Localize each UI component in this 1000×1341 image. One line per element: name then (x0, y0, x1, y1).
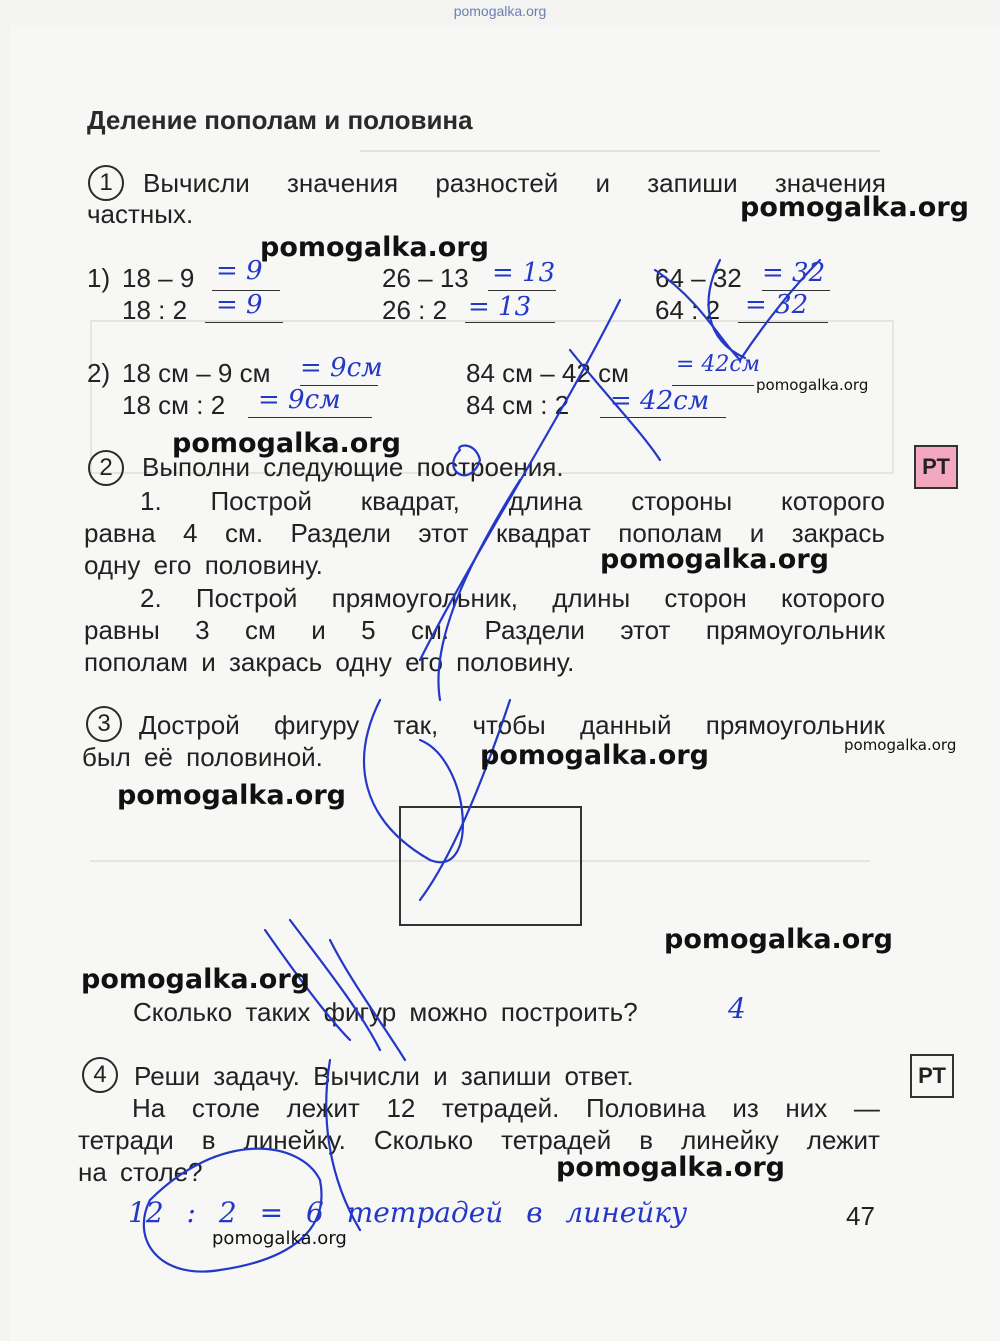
word: которого (781, 486, 885, 516)
word: равны (84, 615, 160, 645)
answer-line (205, 322, 283, 323)
answer-line (248, 417, 372, 418)
answer-line (600, 417, 726, 418)
watermark: pomogalka.org (664, 924, 893, 955)
word: 1. (140, 486, 162, 516)
rt-badge: РТ (910, 1054, 954, 1098)
word: 4 (183, 518, 198, 548)
word: фигуру (273, 710, 360, 740)
expr-1a: 18 – 9 (122, 263, 195, 293)
expr-3b: 64 : 2 (655, 295, 721, 325)
answer-1b: = 9 (216, 290, 263, 320)
word: см. (224, 518, 264, 548)
word: в (639, 1125, 654, 1155)
word: Половина (586, 1093, 706, 1123)
task4-line3: на столе? (78, 1157, 203, 1187)
word: линейку. (243, 1125, 346, 1155)
task3-number: 3 (86, 706, 122, 742)
word: столе (191, 1093, 261, 1123)
task1-number: 1 (88, 165, 124, 201)
watermark: pomogalka.org (844, 736, 957, 754)
word: этот (620, 615, 671, 645)
word: данный (579, 710, 672, 740)
answer-2b: = 13 (468, 292, 532, 322)
task2-p2-line3: пополам и закрась одну его половину. (84, 647, 575, 677)
task2-p1-line3: одну его половину. (84, 550, 323, 580)
task1-row2-label: 2) (87, 358, 111, 388)
word: пополам (618, 518, 723, 548)
word: так, (393, 710, 439, 740)
task2-p1-line1 (140, 485, 885, 517)
word: стороны (631, 486, 733, 516)
word: сторон (664, 583, 747, 613)
answer-2a: = 13 (492, 258, 556, 288)
word: тетрадей (501, 1125, 612, 1155)
word: закрась (791, 518, 885, 548)
watermark: pomogalka.org (740, 192, 969, 223)
word: Вычисли (143, 168, 250, 198)
answer-3b: = 32 (745, 290, 809, 320)
task2-p2-line2 (84, 614, 885, 646)
word: и (311, 615, 326, 645)
task4-heading: Реши задачу. Вычисли и запиши ответ. (134, 1061, 634, 1091)
word: равна (84, 518, 156, 548)
word: см. (411, 615, 450, 645)
expr-4b: 18 см : 2 (122, 390, 226, 420)
expr-5a: 84 см – 42 см (466, 358, 629, 388)
expr-1b: 18 : 2 (122, 295, 188, 325)
answer-line (738, 322, 828, 323)
task3-line1 (139, 709, 885, 741)
answer-line (488, 290, 556, 291)
site-header[interactable]: pomogalka.org (453, 3, 547, 19)
watermark: pomogalka.org (81, 964, 310, 995)
word: которого (781, 583, 885, 613)
answer-5a: = 42см (676, 352, 760, 377)
watermark: pomogalka.org (556, 1152, 785, 1183)
watermark: pomogalka.org (260, 232, 489, 263)
task2-heading: Выполни следующие построения. (142, 452, 564, 482)
word: них (785, 1093, 828, 1123)
word: лежит (286, 1093, 360, 1123)
word: 12 (386, 1093, 416, 1123)
word: тетрадей. (441, 1093, 560, 1123)
word: тетради (78, 1125, 174, 1155)
page-number: 47 (846, 1201, 875, 1231)
word: длина (508, 486, 583, 516)
word: значения (774, 168, 886, 198)
word: прямоугольник, (331, 583, 519, 613)
task4-line1 (132, 1092, 880, 1124)
rt-badge: РТ (914, 445, 958, 489)
watermark: pomogalka.org (172, 428, 401, 459)
task2-p2-line1 (140, 582, 885, 614)
word: 3 (195, 615, 210, 645)
expr-2b: 26 : 2 (382, 295, 448, 325)
watermark: pomogalka.org (117, 780, 346, 811)
expr-3a: 64 – 32 (655, 263, 742, 293)
word: из (732, 1093, 759, 1123)
word: На (132, 1093, 166, 1123)
word: Дострой (139, 710, 240, 740)
word: Сколько (373, 1125, 474, 1155)
answer-4b: = 9см (258, 385, 341, 415)
given-rectangle (399, 806, 582, 926)
word: Раздели (290, 518, 391, 548)
word: разностей (435, 168, 559, 198)
word: длины (552, 583, 631, 613)
word: 2. (140, 583, 162, 613)
task3-question: Сколько таких фигур можно построить? (133, 997, 638, 1027)
word: — (853, 1093, 880, 1123)
word: Построй (195, 583, 298, 613)
expr-4a: 18 см – 9 см (122, 358, 271, 388)
word: Построй (210, 486, 312, 516)
expr-5b: 84 см : 2 (466, 390, 570, 420)
watermark: pomogalka.org (480, 740, 709, 771)
page-title: Деление пополам и половина (87, 105, 473, 135)
word: этот (418, 518, 469, 548)
word: прямоугольник (705, 615, 885, 645)
word: лежит (806, 1125, 880, 1155)
watermark: pomogalka.org (212, 1228, 347, 1249)
task1-row1-label: 1) (87, 263, 111, 293)
answer-3a: = 32 (762, 258, 826, 288)
word: запиши (647, 168, 738, 198)
watermark: pomogalka.org (756, 376, 869, 394)
watermark: pomogalka.org (600, 544, 829, 575)
word: в (201, 1125, 216, 1155)
word: и (749, 518, 765, 548)
answer-line (465, 322, 555, 323)
word: линейку (681, 1125, 779, 1155)
answer-4a: = 9см (300, 353, 383, 383)
task3-line2: был её половиной. (82, 742, 323, 772)
word: 5 (361, 615, 376, 645)
word: квадрат, (360, 486, 460, 516)
task1-text-line2: частных. (87, 199, 194, 229)
answer-1a: = 9 (216, 256, 263, 286)
answer-5b: = 42см (610, 386, 710, 416)
task4-number: 4 (82, 1057, 118, 1093)
word: значения (287, 168, 399, 198)
task2-number: 2 (88, 450, 124, 486)
expr-2a: 26 – 13 (382, 263, 469, 293)
word: чтобы (472, 710, 546, 740)
word: квадрат (495, 518, 591, 548)
word: Раздели (484, 615, 585, 645)
task4-answer: 12 : 2 = 6 тетрадей в линейку (128, 1196, 688, 1229)
word: см (245, 615, 276, 645)
word: прямоугольник (705, 710, 885, 740)
word: и (595, 168, 611, 198)
task3-answer: 4 (728, 992, 746, 1025)
